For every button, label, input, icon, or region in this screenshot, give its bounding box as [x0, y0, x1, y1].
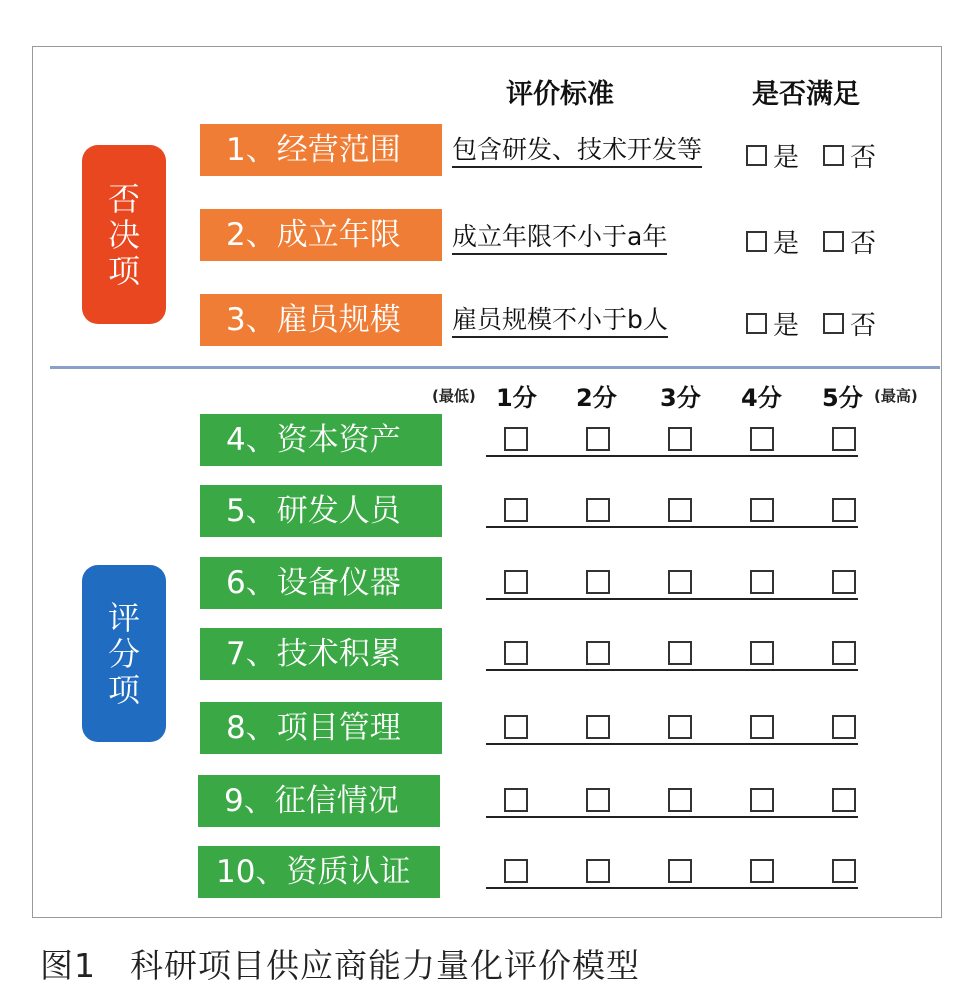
yes-checkbox[interactable] [746, 145, 767, 166]
score-item-equipment: 6、设备仪器 [200, 557, 442, 609]
score-checkbox-1[interactable] [504, 427, 528, 451]
veto-criterion: 成立年限不小于a年 [452, 222, 667, 255]
lowest-note: (最低) [432, 387, 476, 405]
score-item-tech-accumulation: 7、技术积累 [200, 628, 442, 680]
score-group-label [82, 565, 166, 742]
scale-3: 3分 [660, 384, 701, 412]
score-item-credit-status: 9、征信情况 [198, 775, 440, 827]
score-checkbox-3[interactable] [668, 715, 692, 739]
yes-no-choice [746, 223, 876, 260]
score-checkbox-2[interactable] [586, 427, 610, 451]
score-checkbox-5[interactable] [832, 498, 856, 522]
score-checkbox-4[interactable] [750, 641, 774, 665]
score-checkbox-4[interactable] [750, 859, 774, 883]
veto-group-char: 否 [107, 179, 140, 218]
score-checkbox-2[interactable] [586, 788, 610, 812]
score-checkbox-4[interactable] [750, 570, 774, 594]
yes-checkbox[interactable] [746, 313, 767, 334]
score-group-char: 项 [107, 670, 140, 709]
score-checkbox-5[interactable] [832, 570, 856, 594]
no-label: 否 [850, 229, 877, 259]
score-checkbox-3[interactable] [668, 427, 692, 451]
no-label: 否 [850, 311, 877, 341]
score-row [486, 425, 858, 457]
yes-label: 是 [773, 143, 800, 173]
no-checkbox[interactable] [823, 231, 844, 252]
veto-item-business-scope: 1、经营范围 [200, 124, 442, 176]
score-checkbox-5[interactable] [832, 859, 856, 883]
score-row [486, 857, 858, 889]
score-checkbox-1[interactable] [504, 715, 528, 739]
veto-criterion: 包含研发、技术开发等 [452, 135, 702, 168]
no-checkbox[interactable] [823, 313, 844, 334]
veto-item-years-established: 2、成立年限 [200, 209, 442, 261]
veto-criterion: 雇员规模不小于b人 [452, 305, 668, 338]
score-checkbox-1[interactable] [504, 641, 528, 665]
score-checkbox-2[interactable] [586, 570, 610, 594]
score-checkbox-1[interactable] [504, 570, 528, 594]
score-checkbox-3[interactable] [668, 641, 692, 665]
score-checkbox-5[interactable] [832, 641, 856, 665]
no-label: 否 [850, 143, 877, 173]
score-checkbox-5[interactable] [832, 715, 856, 739]
score-checkbox-4[interactable] [750, 788, 774, 812]
score-row [486, 496, 858, 528]
score-checkbox-1[interactable] [504, 859, 528, 883]
score-item-capital-assets: 4、资本资产 [200, 414, 442, 466]
veto-group-char: 项 [107, 251, 140, 290]
scale-1: 1分 [496, 384, 537, 412]
score-checkbox-5[interactable] [832, 788, 856, 812]
score-group-char: 评 [107, 598, 140, 637]
figure-caption: 图1 科研项目供应商能力量化评价模型 [40, 946, 640, 985]
score-checkbox-1[interactable] [504, 788, 528, 812]
score-item-qualification: 10、资质认证 [198, 846, 440, 898]
criteria-header: 评价标准 [506, 79, 614, 110]
highest-note: (最高) [874, 387, 918, 405]
score-checkbox-2[interactable] [586, 641, 610, 665]
score-group-char: 分 [107, 634, 140, 673]
score-item-rd-staff: 5、研发人员 [200, 485, 442, 537]
yes-checkbox[interactable] [746, 231, 767, 252]
score-checkbox-5[interactable] [832, 427, 856, 451]
score-checkbox-3[interactable] [668, 570, 692, 594]
veto-group-char: 决 [107, 215, 140, 254]
score-checkbox-2[interactable] [586, 859, 610, 883]
scale-5: 5分 [822, 384, 863, 412]
veto-group-label [82, 145, 166, 324]
score-checkbox-2[interactable] [586, 715, 610, 739]
score-checkbox-3[interactable] [668, 498, 692, 522]
section-divider [50, 366, 940, 369]
veto-item-staff-size: 3、雇员规模 [200, 294, 442, 346]
score-checkbox-3[interactable] [668, 859, 692, 883]
satisfied-header: 是否满足 [752, 79, 860, 110]
score-checkbox-1[interactable] [504, 498, 528, 522]
score-checkbox-2[interactable] [586, 498, 610, 522]
score-row [486, 568, 858, 600]
score-checkbox-4[interactable] [750, 715, 774, 739]
yes-label: 是 [773, 311, 800, 341]
score-checkbox-4[interactable] [750, 498, 774, 522]
yes-no-choice [746, 305, 876, 342]
score-checkbox-4[interactable] [750, 427, 774, 451]
score-row [486, 639, 858, 671]
no-checkbox[interactable] [823, 145, 844, 166]
yes-label: 是 [773, 229, 800, 259]
score-checkbox-3[interactable] [668, 788, 692, 812]
score-row [486, 713, 858, 745]
yes-no-choice [746, 137, 876, 174]
scale-2: 2分 [576, 384, 617, 412]
score-row [486, 786, 858, 818]
score-item-project-management: 8、项目管理 [200, 702, 442, 754]
scale-4: 4分 [741, 384, 782, 412]
